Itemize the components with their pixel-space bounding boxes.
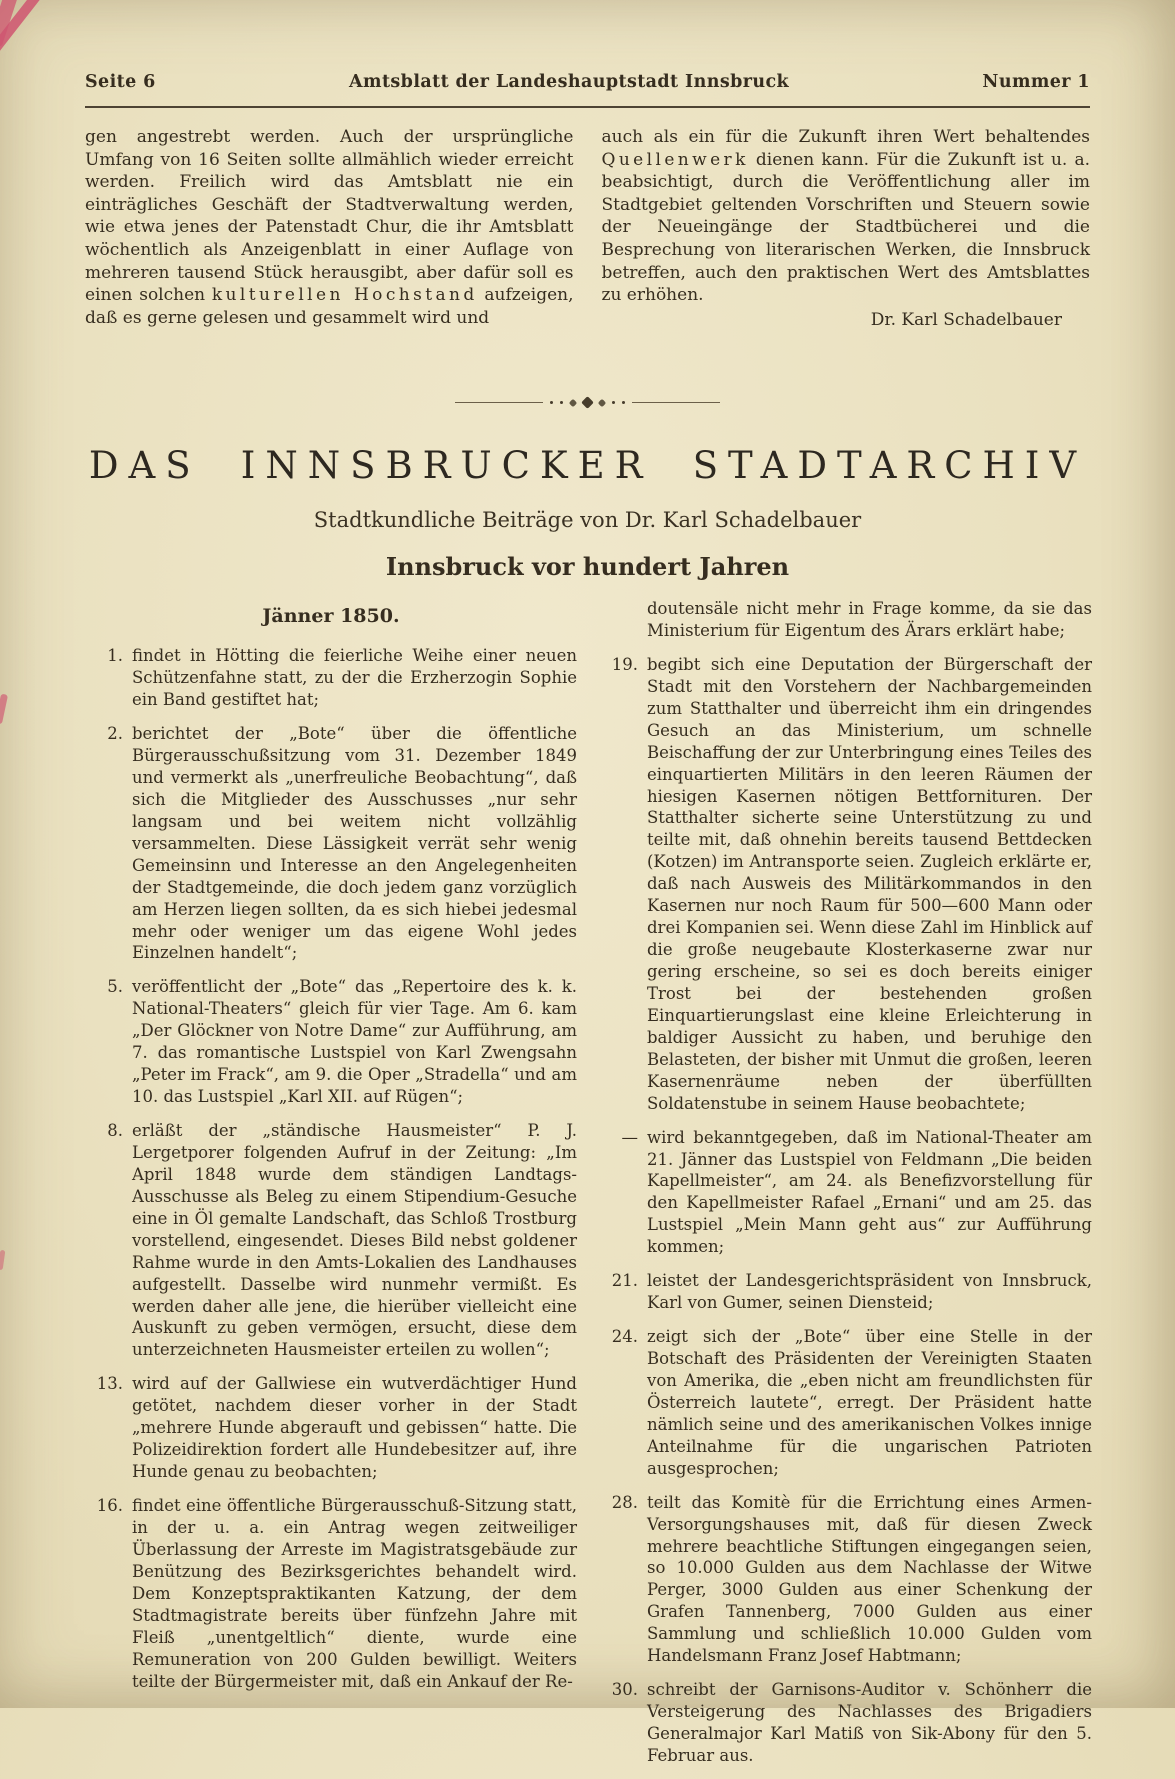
list-item — [600, 1127, 1092, 1259]
page-header — [85, 72, 1090, 92]
entry-number: 19. — [611, 654, 638, 674]
entry-number: 16. — [96, 1496, 123, 1516]
entry-text: veröffentlicht der „Bote“ das „Repertoire des k. k. National-Theaters“ gleich für vier Tage. Am 6. kam „Der Glöckner von Notre Dame“ zur Aufführung, am 7. das romantische Lustspiel von Karl Zwengsahn „Peter im Frack“, am 9. die Oper „Stradella“ und am 10. das Lustspiel „Karl XII. auf Rügen“; — [132, 977, 577, 1107]
intro-left-text-end: aufzeigen, daß es gerne gelesen und gesammelt wird und — [85, 285, 574, 328]
entry-number: 21. — [611, 1271, 638, 1291]
intro-right-text: auch als ein für die Zukunft ihren Wert behaltendes — [601, 127, 1090, 147]
red-edge-mark — [0, 1250, 5, 1271]
divider-diamond — [598, 398, 606, 406]
article-title: DAS INNSBRUCKER STADTARCHIV — [88, 444, 1087, 487]
entry-text: erläßt der „ständische Hausmeister“ P. J. Lergetporer folgenden Aufruf in der Zeitung: „Im April 1848 wurde dem ständigen Landtags-Ausschusse als Beleg zu einem Stipendium-Gesuche eine in Öl gemalte Landschaft, das Schloß Trostburg vorstellend, eingesendet. Dieses Bild nebst goldener Rahme wurde in den Amts-Lokalien des Landhauses aufgestellt. Dasselbe wird nunmehr vermißt. Es werden daher alle jene, die hierüber vielleicht eine Auskunft zu geben vermögen, ersucht, diese dem unterzeichneten Hausmeister erteilen zu wollen“; — [132, 1121, 577, 1360]
list-item — [85, 1495, 577, 1692]
list-left-column — [85, 598, 577, 1704]
list-item — [85, 723, 577, 964]
entry-text: wird bekanntgegeben, daß im National-Theater am 21. Jänner das Lustspiel von Feldmann „Die beiden Kapellmeister“, am 24. als Benefizvorstellung für den Kapellmeister Rafael „Ernani“ und am 25. das Lustspiel „Mein Mann geht aus“ zur Aufführung kommen; — [647, 1127, 1092, 1257]
entry-number: 2. — [107, 724, 123, 744]
month-heading: Jänner 1850. — [262, 605, 400, 627]
entry-text: teilt das Komitè für die Errichtung eines Armen-Versorgungshauses mit, daß für diesen Zweck mehrere beachtliche Stiftungen eingegangen seien, so 10.000 Gulden aus dem Nachlasse der Witwe Perger, 3000 Gulden aus einer Schenkung der Grafen Tannenberg, 7000 Gulden aus einer Sammlung und schließlich 10.000 Gulden vom Handelsmann Franz Josef Habtmann; — [647, 1492, 1092, 1666]
list-item — [85, 976, 577, 1108]
article-heading: Innsbruck vor hundert Jahren — [385, 552, 790, 581]
article-subtitle: Stadtkundliche Beiträge von Dr. Karl Schadelbauer — [313, 508, 862, 532]
list-item-continuation — [600, 598, 1092, 642]
entry-number: 8. — [107, 1121, 123, 1141]
intro-right-text-end: dienen kann. Für die Zukunft ist u. a. beabsichtigt, durch die Veröffentlichung aller im Stadtgebiet geltenden Vorschriften und Steuern sowie der Neueingänge der Stadtbücherei und die Besprechung von literarischen Werken, die Innsbruck betreffen, auch den praktischen Wert des Amtsblattes zu erhöhen. — [601, 149, 1090, 306]
list-item — [600, 654, 1092, 1115]
entry-number: 24. — [611, 1327, 638, 1347]
entry-text: berichtet der „Bote“ über die öffentliche Bürgerausschußsitzung vom 31. Dezember 1849 und vermerkt als „unerfreuliche Beobachtung“, daß sich die Mitglieder des Ausschusses „nur sehr langsam und bei weitem nicht vollzählig versammelten. Diese Lässigkeit verrät sehr wenig Gemeinsinn und Interesse an den Angelegenheiten der Stadtgemeinde, die doch jedem ganz vorzüglich am Herzen liegen sollten, da es sich hiebei jedesmal mehr oder weniger um das eigene Wohl jedes Einzelnen handelt“; — [132, 724, 577, 963]
entry-text: findet eine öffentliche Bürgerausschuß-Sitzung statt, in der u. a. ein Antrag wegen zeitweiliger Überlassung der Arreste im Magistratsgebäude zur Benützung des Bezirksgerichtes behandelt wird. Dem Konzeptspraktikanten Katzung, der dem Stadtmagistrate bereits über fünfzehn Jahre mit Fleiß „unentgeltlich“ diente, wurde eine Remuneration von 200 Gulden bewilligt. Weiters teilte der Bürgermeister mit, daß ein Ankauf der Re- — [132, 1496, 577, 1691]
entry-text: leistet der Landesgerichtspräsident von Innsbruck, Karl von Gumer, seinen Diensteid; — [647, 1271, 1092, 1313]
entry-number: 1. — [107, 646, 123, 666]
intro-left-column — [85, 126, 574, 331]
entry-text: doutensäle nicht mehr in Frage komme, da sie das Ministerium für Eigentum des Ärars erklärt habe; — [647, 599, 1092, 640]
list-item — [600, 1679, 1092, 1767]
divider-diamond — [581, 396, 594, 409]
list-item — [600, 1326, 1092, 1480]
divider-dot — [612, 401, 615, 404]
divider-dot — [622, 401, 625, 404]
entry-text: wird auf der Gallwiese ein wutverdächtiger Hund getötet, nachdem dieser vorher in der Stadt „mehrere Hunde abgerauft und gebissen“ hatte. Die Polizeidirektion fordert alle Hundebesitzer auf, ihre Hunde genau zu beobachten; — [132, 1374, 577, 1482]
divider-line — [455, 402, 543, 403]
list-item — [85, 1373, 577, 1483]
issue-number: Nummer 1 — [982, 72, 1090, 92]
divider-line — [632, 402, 720, 403]
entry-text: begibt sich eine Deputation der Bürgerschaft der Stadt mit den Vorstehern der Nachbargemeinden zum Statthalter und überreicht ihm ein dringendes Gesuch an das Ministerium, um schnelle Beischaffung der zur Unterbringung eines Teiles des einquartierten Militärs in den leeren Räumen der hiesigen Kasernen nötigen Bettfornituren. Der Statthalter sicherte seine Unterstützung zu und teilte mit, daß ohnehin bereits tausend Bettdecken (Kotzen) im Antransporte seien. Zugleich erklärte er, daß nach Ausweis des Militärkommandos in den Kasernen nur noch Raum für 500—600 Mann oder drei Kompanien sei. Wenn diese Zahl im Hinblick auf die große neugebaute Klosterkaserne zwar nur gering erscheine, so sei es doch bereits einiger Trost bei der bestehenden großen Einquartierungslast eine kleine Erleichterung in baldiger Aussicht zu haben, und beruhige den Belasteten, der bisher mit Unmut die großen, leeren Kasernenräume neben der überfüllten Soldatenstube in seinem Hause beobachtete; — [647, 654, 1092, 1113]
list-item — [85, 1120, 577, 1361]
entry-number — [600, 598, 647, 642]
divider-dot — [560, 401, 563, 404]
list-item — [600, 1492, 1092, 1668]
entry-text: schreibt der Garnisons-Auditor v. Schönherr die Versteigerung des Nachlasses des Brigadiers Generalmajor Karl Matiß von Sik-Abony für den 5. Februar aus. — [647, 1680, 1092, 1765]
entry-text: zeigt sich der „Bote“ über eine Stelle in der Botschaft des Präsidenten der Vereinigten Staaten von Amerika, die „eben nicht am freundlichsten für Österreich lautete“, erregt. Der Präsident hatte nämlich seine und des amerikanischen Volkes innige Anteilnahme für die ungarischen Patrioten ausgesprochen; — [647, 1327, 1092, 1478]
gazette-title: Amtsblatt der Landeshauptstadt Innsbruck — [349, 72, 790, 92]
page-number: Seite 6 — [85, 72, 156, 92]
entry-number: — — [621, 1127, 638, 1147]
list-right-column — [600, 598, 1092, 1779]
red-edge-mark — [0, 694, 8, 725]
entry-number: 30. — [611, 1680, 638, 1700]
divider-dot — [550, 401, 553, 404]
header-rule — [85, 106, 1090, 108]
divider-diamond — [569, 398, 577, 406]
divider-ornament — [0, 398, 1175, 407]
intro-left-text: gen angestrebt werden. Auch der ursprüngliche Umfang von 16 Seiten sollte allmählich wieder erreicht werden. Freilich wird das Amtsblatt nie ein einträgliches Geschäft der Stadtverwaltung werden, wie etwa jenes der Patenstadt Chur, die ihr Amtsblatt wöchentlich als Anzeigenblatt in einer Auflage von mehreren tausend Stück herausgibt, aber dafür soll es einen solchen — [85, 127, 574, 306]
intro-right-column — [602, 126, 1091, 331]
intro-section — [85, 126, 1090, 331]
entry-number: 28. — [611, 1492, 638, 1512]
entry-text: findet in Hötting die feierliche Weihe einer neuen Schützenfahne statt, zu der die Erzherzogin Sophie ein Band gestiftet hat; — [132, 646, 577, 710]
entry-number: 5. — [107, 977, 123, 997]
entry-number: 13. — [96, 1374, 123, 1394]
intro-left-emphasis: kulturellen Hochstand — [211, 285, 478, 306]
author-signature: Dr. Karl Schadelbauer — [870, 309, 1062, 330]
intro-right-emphasis: Quellenwerk — [601, 149, 749, 170]
list-item — [85, 645, 577, 711]
list-item — [600, 1270, 1092, 1314]
